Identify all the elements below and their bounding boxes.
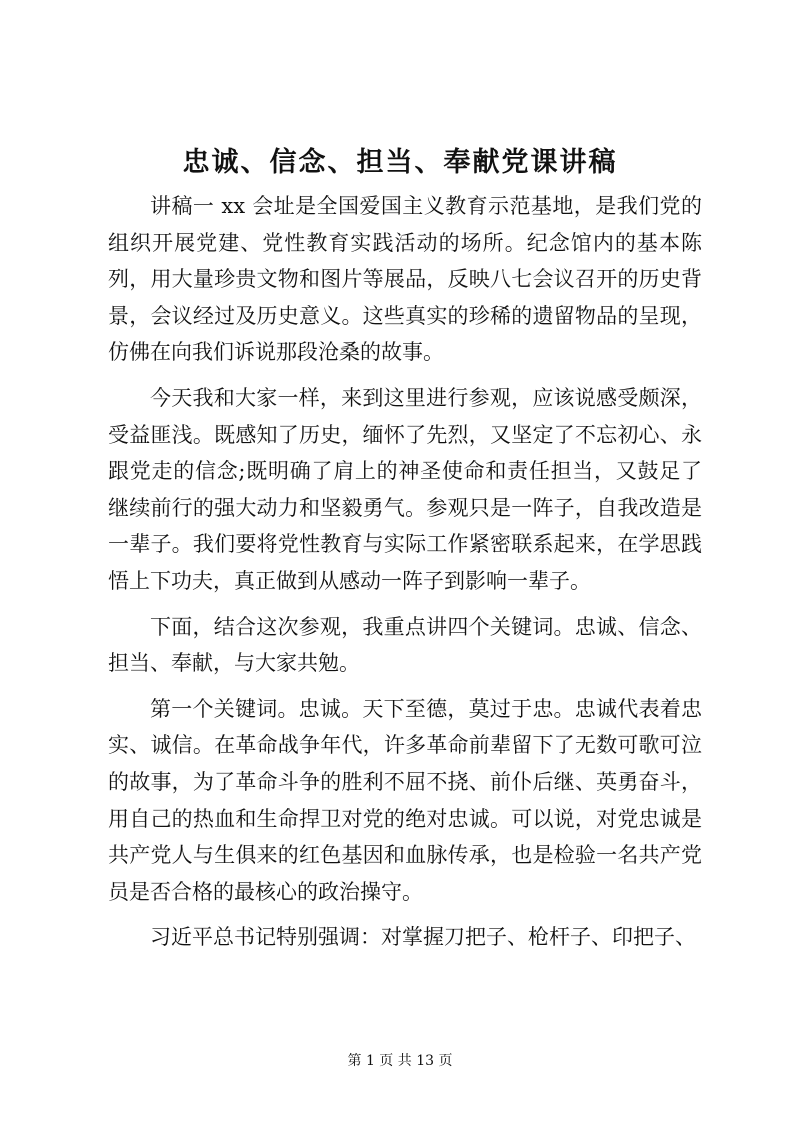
paragraph-5: 习近平总书记特别强调：对掌握刀把子、枪杆子、印把子、 — [150, 925, 696, 950]
paragraph-2: 今天我和大家一样，来到这里进行参观，应该说感受颇深，受益匪浅。既感知了历史，缅怀了先烈，又坚定了不忘初心、永跟党走的信念;既明确了肩上的神圣使命和责任担当，又鼓足了继续前行的强大动力和坚毅勇气。参观只是一阵子，自我改造是一辈子。我们要将党性教育与实际工作紧密联系起来，在学思践悟上下功夫，真正做到从感动一阵子到影响一辈子。 — [108, 385, 702, 593]
document-title: 忠诚、信念、担当、奉献党课讲稿 — [182, 147, 618, 178]
paragraph-3: 下面，结合这次参观，我重点讲四个关键词。忠诚、信念、担当、奉献，与大家共勉。 — [108, 614, 702, 676]
page-footer: 第 1 页 共 13 页 — [347, 1053, 453, 1069]
paragraph-4: 第一个关键词。忠诚。天下至德，莫过于忠。忠诚代表着忠实、诚信。在革命战争年代，许多革命前辈留下了无数可歌可泣的故事，为了革命斗争的胜利不屈不挠、前仆后继、英勇奋斗，用自己的热血和生命捍卫对党的绝对忠诚。可以说，对党忠诚是共产党人与生俱来的红色基因和血脉传承，也是检验一名共产党员是否合格的最核心的政治操守。 — [108, 696, 702, 904]
document-body — [108, 188, 702, 965]
paragraph-1: 讲稿一 xx 会址是全国爱国主义教育示范基地，是我们党的组织开展党建、党性教育实践活动的场所。纪念馆内的基本陈列，用大量珍贵文物和图片等展品，反映八七会议召开的历史背景，会议经过及历史意义。这些真实的珍稀的遗留物品的呈现，仿佛在向我们诉说那段沧桑的故事。 — [108, 194, 702, 365]
